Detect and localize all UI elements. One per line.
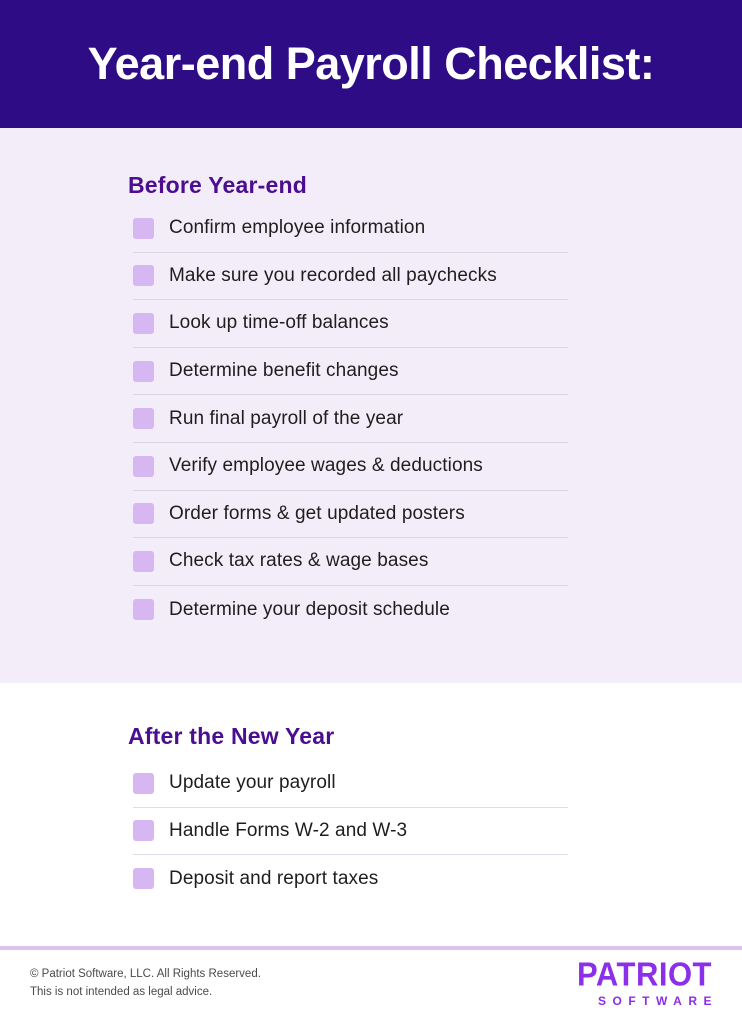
checklist-item (133, 586, 568, 634)
checklist-item (133, 443, 568, 491)
section-after-new-year (0, 683, 742, 946)
checklist-item (133, 300, 568, 348)
checklist-item-label: Update your payroll (169, 772, 336, 794)
checklist-item-label: Confirm employee information (169, 217, 426, 239)
checkbox-icon (133, 361, 154, 382)
disclaimer-text: This is not intended as legal advice. (30, 986, 213, 998)
checklist-item (133, 253, 568, 301)
checklist-item (133, 491, 568, 539)
checkbox-icon (133, 868, 154, 889)
logo-subtext: SOFTWARE (598, 994, 718, 1008)
checklist-before-year-end (133, 205, 568, 633)
checkbox-icon (133, 820, 154, 841)
checklist-item (133, 538, 568, 586)
footer-legal-text (30, 966, 261, 1002)
footer (0, 946, 742, 1024)
checkbox-icon (133, 408, 154, 429)
checklist-item (133, 395, 568, 443)
page-title: Year-end Payroll Checklist: (87, 38, 655, 89)
copyright-text: © Patriot Software, LLC. All Rights Reserved. (30, 968, 261, 981)
checklist-item (133, 205, 568, 253)
section-heading-after-new-year: After the New Year (128, 723, 335, 749)
checklist-item-label: Deposit and report taxes (169, 867, 379, 889)
checklist-item (133, 855, 568, 903)
patriot-software-logo (577, 955, 718, 1008)
checklist-item-label: Determine benefit changes (169, 360, 399, 382)
checkbox-icon (133, 773, 154, 794)
checklist-item (133, 760, 568, 808)
checkbox-icon (133, 456, 154, 477)
checklist-item-label: Check tax rates & wage bases (169, 550, 429, 572)
checklist-item-label: Look up time-off balances (169, 312, 389, 334)
checkbox-icon (133, 503, 154, 524)
checklist-item (133, 348, 568, 396)
checkbox-icon (133, 551, 154, 572)
checklist-item-label: Verify employee wages & deductions (169, 455, 483, 477)
section-before-year-end (0, 128, 742, 683)
checkbox-icon (133, 599, 154, 620)
checklist-item-label: Make sure you recorded all paychecks (169, 264, 497, 286)
section-heading-before-year-end: Before Year-end (128, 172, 307, 198)
checklist-after-new-year (133, 760, 568, 903)
checklist-item-label: Order forms & get updated posters (169, 502, 465, 524)
checkbox-icon (133, 313, 154, 334)
checklist-item-label: Run final payroll of the year (169, 407, 404, 429)
header-banner (0, 0, 742, 128)
checkbox-icon (133, 218, 154, 239)
checklist-item (133, 808, 568, 856)
checklist-item-label: Determine your deposit schedule (169, 598, 450, 620)
logo-wordmark: PATRIOT (577, 955, 712, 994)
checkbox-icon (133, 265, 154, 286)
checklist-item-label: Handle Forms W-2 and W-3 (169, 819, 408, 841)
